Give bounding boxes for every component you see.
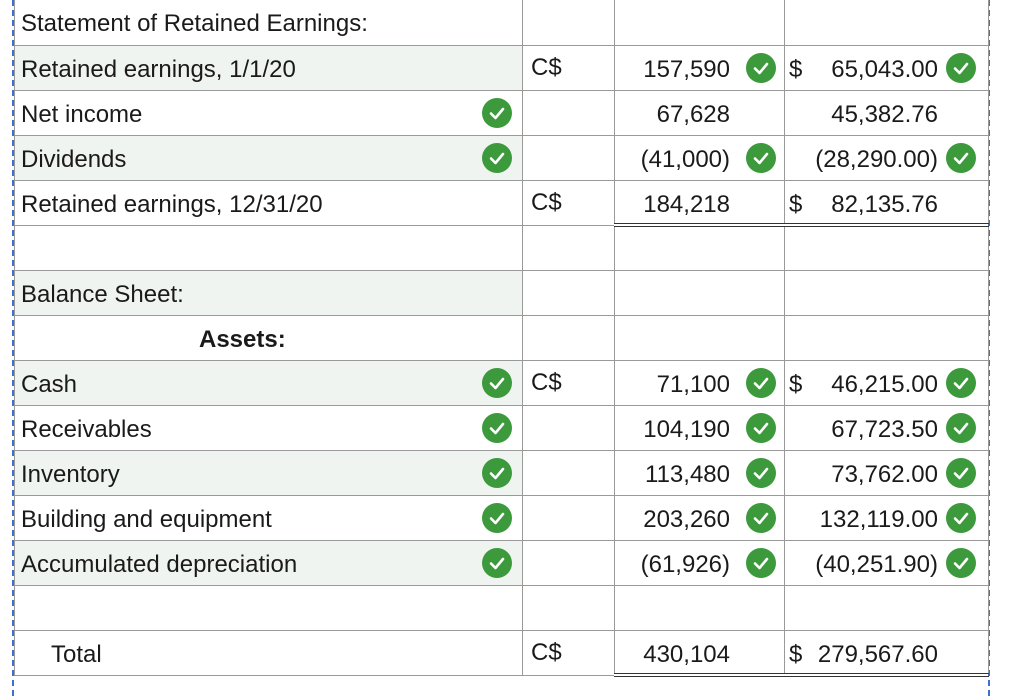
correct-check-icon [946, 458, 976, 488]
currency-cell: C$ [523, 45, 615, 90]
table-row [15, 405, 989, 450]
amount-cad-cell: 184,218 [615, 180, 785, 225]
amount-usd-cell[interactable]: 132,119.00 [785, 495, 989, 540]
section-title-balance-sheet: Balance Sheet: [21, 280, 184, 308]
table-row [15, 0, 989, 45]
amount-usd-cell[interactable]: $ 65,043.00 [785, 45, 989, 90]
currency-cell [523, 90, 615, 135]
label-dropdown-cell[interactable] [15, 540, 523, 585]
label-dropdown-cell[interactable] [15, 90, 523, 135]
translation-worksheet-table [14, 0, 989, 677]
correct-check-icon [482, 503, 512, 533]
table-row [15, 630, 989, 675]
currency-cell [523, 540, 615, 585]
label-dropdown-cell[interactable] [15, 495, 523, 540]
amount-usd-cell[interactable]: (28,290.00) [785, 135, 989, 180]
correct-check-icon [482, 458, 512, 488]
currency-cell: C$ [523, 360, 615, 405]
amount-usd-cell[interactable]: (40,251.90) [785, 540, 989, 585]
currency-cell: C$ [523, 630, 615, 675]
correct-check-icon [946, 143, 976, 173]
table-row [15, 270, 989, 315]
correct-check-icon [746, 503, 776, 533]
table-row [15, 540, 989, 585]
amount-cad-cell[interactable]: 203,260 [615, 495, 785, 540]
table-row [15, 315, 989, 360]
currency-cell [523, 135, 615, 180]
correct-check-icon [946, 53, 976, 83]
row-label: Cash [21, 370, 78, 398]
correct-check-icon [946, 503, 976, 533]
amount-cad-cell[interactable]: 157,590 [615, 45, 785, 90]
row-label: Accumulated depreciation [21, 550, 298, 578]
label-dropdown-cell[interactable] [15, 360, 523, 405]
correct-check-icon [746, 548, 776, 578]
amount-usd-cell[interactable]: 73,762.00 [785, 450, 989, 495]
correct-check-icon [482, 98, 512, 128]
amount-cad-cell[interactable]: 71,100 [615, 360, 785, 405]
currency-cell: C$ [523, 180, 615, 225]
table-row [15, 45, 989, 90]
currency-cell [523, 450, 615, 495]
amount-cad-cell[interactable]: (41,000) [615, 135, 785, 180]
correct-check-icon [746, 53, 776, 83]
amount-cad-cell: 67,628 [615, 90, 785, 135]
row-label: Inventory [21, 460, 120, 488]
section-title-retained-earnings: Statement of Retained Earnings: [21, 10, 368, 37]
amount-usd-cell: 45,382.76 [785, 90, 989, 135]
currency-cell [523, 495, 615, 540]
row-label: Retained earnings, 12/31/20 [21, 190, 323, 218]
row-label: Building and equipment [21, 505, 272, 533]
table-row [15, 135, 989, 180]
row-label: Retained earnings, 1/1/20 [21, 55, 296, 83]
amount-cad-cell[interactable]: (61,926) [615, 540, 785, 585]
total-amount-cad: 430,104 [615, 630, 785, 675]
correct-check-icon [482, 548, 512, 578]
total-amount-usd: $ 279,567.60 [785, 630, 989, 675]
table-row [15, 180, 989, 225]
table-row [15, 450, 989, 495]
label-dropdown-cell[interactable] [15, 405, 523, 450]
correct-check-icon [946, 413, 976, 443]
table-row [15, 360, 989, 405]
correct-check-icon [946, 548, 976, 578]
correct-check-icon [746, 143, 776, 173]
amount-usd-cell[interactable]: 67,723.50 [785, 405, 989, 450]
amount-cad-cell[interactable]: 113,480 [615, 450, 785, 495]
correct-check-icon [482, 368, 512, 398]
correct-check-icon [746, 368, 776, 398]
row-label: Net income [21, 100, 143, 128]
label-dropdown-cell[interactable] [15, 135, 523, 180]
correct-check-icon [482, 143, 512, 173]
table-row [15, 495, 989, 540]
total-label: Total [51, 640, 102, 668]
row-label: Dividends [21, 145, 127, 173]
table-row [15, 90, 989, 135]
amount-cad-cell[interactable]: 104,190 [615, 405, 785, 450]
assets-heading: Assets: [199, 325, 286, 353]
correct-check-icon [746, 458, 776, 488]
row-label: Receivables [21, 415, 152, 443]
table-row [15, 225, 989, 270]
table-row [15, 585, 989, 630]
currency-cell [523, 405, 615, 450]
correct-check-icon [746, 413, 776, 443]
correct-check-icon [482, 413, 512, 443]
amount-usd-cell[interactable]: $ 46,215.00 [785, 360, 989, 405]
correct-check-icon [946, 368, 976, 398]
label-dropdown-cell[interactable] [15, 450, 523, 495]
amount-usd-cell: $ 82,135.76 [785, 180, 989, 225]
